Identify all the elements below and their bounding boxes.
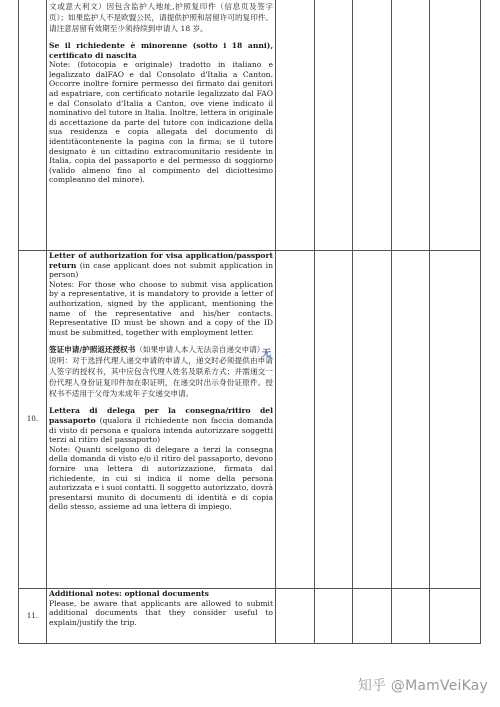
zh-authorization-title: 签证申请/护照返还授权书: [49, 345, 136, 355]
it-authorization-title-tail: (qualora il richiedente non faccia domanda di visto di persona e qualora intenda autorizzare soggetti terzi al ritiro del passaporto): [49, 415, 273, 445]
row-number-11: 11.: [26, 612, 39, 620]
table-row-10: [47, 251, 275, 512]
it-minor-title: Se il richiedente è minorenne (sotto i 18 anni), certificato di nascita: [49, 41, 273, 60]
zh-authorization-title-tail: （如果申请人本人无法亲自递交申请）: [135, 345, 265, 355]
en-additional-body: Please, be aware that applicants are allowed to submit additional documents that they consider useful to explain/justify the trip.: [49, 598, 273, 627]
zhihu-watermark: 知乎 @MamVeiKay: [357, 678, 488, 694]
it-minor-body: Note: (fotocopia e originale) tradotto in italiano e legalizzato dalFAO e dal Consolato d'Italia a Canton. Occorre inoltre fornire permesso dei firmato dai genitori ad espatriare, con certificato notarile legalizzato dal FAO e dal Consolato d'Italia a Canton, ove viene indicato il nominativo del tutore in Italia. Inoltre, lettera in originale di accettazione da parte del tutore con indicazione della sua residenza e copia allegata del documento di identitàcontenente la pagina con la firma; se il tutore designato è un cittadino extracomunitario residente in Italia, copia del passaporto e del permesso di soggiorno (valido almeno fino al compimento del diciottesimo compleanno del minore).: [49, 60, 273, 185]
column-divider: [429, 0, 430, 643]
en-authorization-title-tail: (in case applicant does not submit application in person): [49, 260, 273, 280]
column-divider: [352, 0, 353, 643]
column-divider: [314, 0, 315, 643]
it-authorization-title: Lettera di delega per la consegna/ritiro del passaporto: [49, 406, 273, 425]
column-divider: [275, 0, 276, 643]
row-number-10: 10.: [26, 415, 39, 423]
en-additional-title: Additional notes: optional documents: [49, 589, 209, 598]
table-row-minor: [47, 1, 275, 185]
column-divider: [391, 0, 392, 643]
requirements-table: [18, 0, 481, 644]
en-authorization-body: Notes: For those who choose to submit visa application by a representative, it is mandatory to provide a letter of authorization, signed by the applicant, mentioning the name of the representative and his/her contacts. Representative ID must be shown and a copy of the ID must be submitted, together with employment letter.: [49, 279, 273, 337]
handwritten-mark-none: 无: [262, 349, 272, 359]
table-row-11: [47, 589, 275, 627]
it-authorization-body: Note: Quanti scelgono di delegare a terzi la consegna della domanda di visto e/o il ritiro del passaporto, devono fornire una lettera di autorizzazione, firmata dal richiedente, in cui si indica il nome della persona autorizzata e i suoi contatti. Il soggetto autorizzato, dovrà presentarsi munito di documenti di identità e di copia dello stesso, assieme ad una lettera di impiego.: [49, 444, 273, 512]
zh-authorization-body: 说明：对于选择代理人递交申请的申请人，递交时必须提供由申请人签字的授权书，其中应包含代理人姓名及联系方式；并需递交一份代理人身份证复印件加在职证明，在递交时出示身份证原件。授权书不适用于父母为未成年子女递交申请。: [49, 356, 273, 399]
zh-continuation-text: 文或意大利文）因包含监护人地址,护照复印件（信息页及签字页）；如果监护人不是欧盟公民，请提供护照和居留许可的复印件。请注意居留有效期至少须持续到申请人 18 岁。: [49, 2, 274, 33]
en-authorization-title: Letter of authorization for visa application/passport return: [49, 251, 273, 270]
